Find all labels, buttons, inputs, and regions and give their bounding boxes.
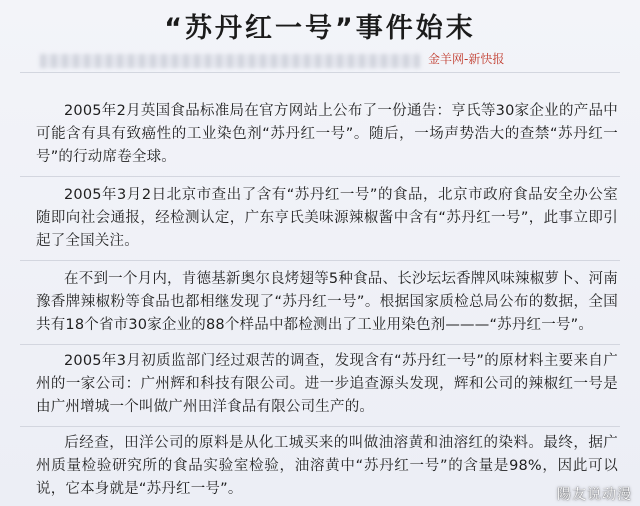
blurred-header-text: [40, 54, 420, 68]
paragraph-3-text: 在不到一个月内，肯德基新奥尔良烤翅等5种食品、长沙坛坛香牌风味辣椒萝卜、河南豫香牌辣椒粉等食品也都相继发现了“苏丹红一号”。根据国家质检总局公布的数据，全国共有18个省市30家企业的88个样品中都检测出了工业用染色剂———“苏丹红一号”。: [36, 271, 618, 333]
paragraph-1: [36, 100, 618, 169]
header-divider: [20, 72, 620, 73]
paragraph-1-text: 2005年2月英国食品标准局在官方网站上公布了一份通告：亨氏等30家企业的产品中可能含有具有致癌性的工业染色剂“苏丹红一号”。随后，一场声势浩大的查禁“苏丹红一号”的行动席卷全球。: [36, 103, 618, 165]
paragraph-divider: [20, 426, 620, 427]
paragraph-4-text: 2005年3月初质监部门经过艰苦的调查，发现含有“苏丹红一号”的原材料主要来自广州的一家公司：广州辉和科技有限公司。进一步追查源头发现，辉和公司的辣椒红一号是由广州增城一个叫做广州田洋食品有限公司生产的。: [36, 353, 618, 415]
paragraph-4: [36, 350, 618, 419]
source-label: 金羊网-新快报: [428, 52, 505, 66]
paragraph-2: [36, 184, 618, 253]
article-title: “苏丹红一号”事件始末: [164, 13, 476, 44]
paragraph-divider: [20, 344, 620, 345]
paragraph-divider: [20, 260, 620, 261]
paragraph-divider: [20, 176, 620, 177]
paragraph-2-text: 2005年3月2日北京市查出了含有“苏丹红一号”的食品，北京市政府食品安全办公室随即向社会通报，经检测认定，广东亨氏美味源辣椒酱中含有“苏丹红一号”，此事立即引起了全国关注。: [36, 187, 618, 249]
paragraph-3: [36, 268, 618, 337]
paragraph-5: [36, 432, 618, 501]
watermark-text: 陽友说动漫: [557, 487, 632, 503]
paragraph-5-text: 后经查，田洋公司的原料是从化工城买来的叫做油溶黄和油溶红的染料。最终，据广州质量检验研究所的食品实验室检验，油溶黄中“苏丹红一号”的含量是98%，因此可以说，它本身就是“苏丹红一号”。: [36, 435, 618, 497]
